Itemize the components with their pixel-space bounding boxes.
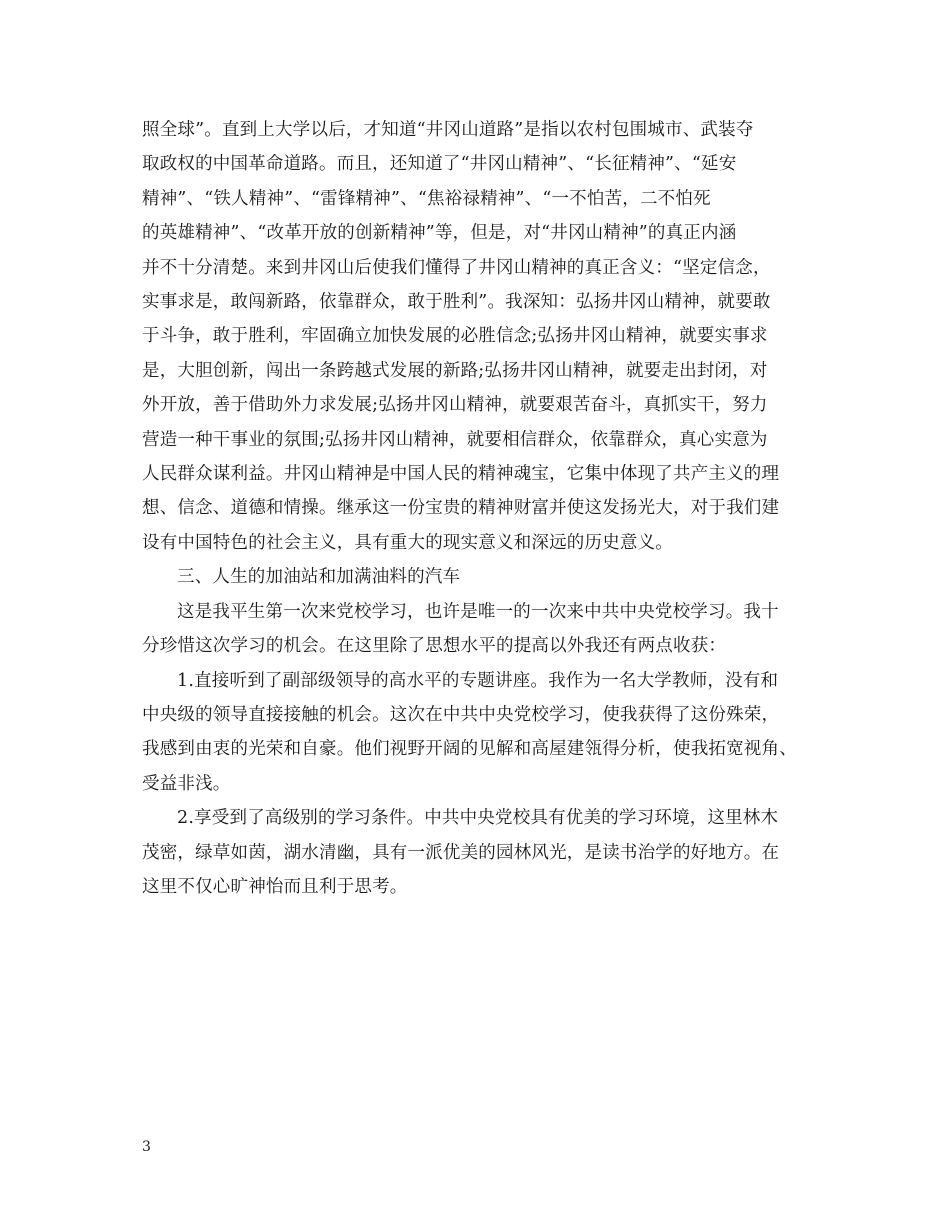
text-line: 取政权的中国革命道路。而且，还知道了“井冈山精神”、“长征精神”、“延安 (142, 154, 737, 175)
text-line: 我感到由衷的光荣和自豪。他们视野开阔的见解和高屋建瓴得分析，使我拓宽视角、 (142, 739, 797, 760)
text-line: 这是我平生第一次来党校学习，也许是唯一的一次来中共中央党校学习。我十 (177, 601, 779, 622)
text-line: 是，大胆创新，闯出一条跨越式发展的新路;弘扬井冈山精神，就要走出封闭，对 (142, 360, 768, 381)
text-line: 的英雄精神”、“改革开放的创新精神”等，但是，对“井冈山精神”的真正内涵 (142, 223, 737, 244)
text-line: 受益非浅。 (142, 773, 231, 794)
text-line: 茂密，绿草如茵，湖水清幽，具有一派优美的园林风光，是读书治学的好地方。在 (142, 842, 780, 863)
text-line: 实事求是，敢闯新路，依靠群众，敢于胜利”。我深知：弘扬井冈山精神，就要敢 (142, 292, 771, 313)
list-item-1: 1.直接听到了副部级领导的高水平的专题讲座。我作为一名大学教师，没有和 (177, 670, 779, 691)
text-line: 设有中国特色的社会主义，具有重大的现实意义和深远的历史意义。 (142, 532, 673, 553)
text-line: 想、信念、道德和情操。继承这一份宝贵的精神财富并使这发扬光大，对于我们建 (142, 498, 780, 519)
text-line: 这里不仅心旷神怡而且利于思考。 (142, 876, 408, 897)
text-line: 照全球”。直到上大学以后，才知道“井冈山道路”是指以农村包围城市、武装夺 (142, 120, 754, 140)
text-line: 中央级的领导直接接触的机会。这次在中共中央党校学习，使我获得了这份殊荣， (142, 704, 780, 725)
text-line: 于斗争，敢于胜利，牢固确立加快发展的必胜信念;弘扬井冈山精神，就要实事求 (142, 326, 768, 347)
text-line: 并不十分清楚。来到井冈山后使我们懂得了井冈山精神的真正含义：“坚定信念， (142, 257, 771, 278)
text-line: 精神”、“铁人精神”、“雷锋精神”、“焦裕禄精神”、“一不怕苦，二不怕死 (142, 188, 711, 209)
text-line: 人民群众谋利益。井冈山精神是中国人民的精神魂宝，它集中体现了共产主义的理 (142, 464, 780, 485)
page-number: 3 (142, 1139, 151, 1155)
section-heading: 三、人生的加油站和加满油料的汽车 (177, 567, 461, 588)
text-line: 营造一种干事业的氛围;弘扬井冈山精神，就要相信群众，依靠群众，真心实意为 (142, 429, 768, 450)
body-text (142, 113, 818, 904)
text-line: 分珍惜这次学习的机会。在这里除了思想水平的提高以外我还有两点收获： (142, 636, 727, 657)
list-item-2: 2.享受到了高级别的学习条件。中共中央党校具有优美的学习环境，这里林木 (177, 808, 779, 829)
text-line: 外开放，善于借助外力求发展;弘扬井冈山精神，就要艰苦奋斗，真抓实干，努力 (142, 395, 768, 416)
